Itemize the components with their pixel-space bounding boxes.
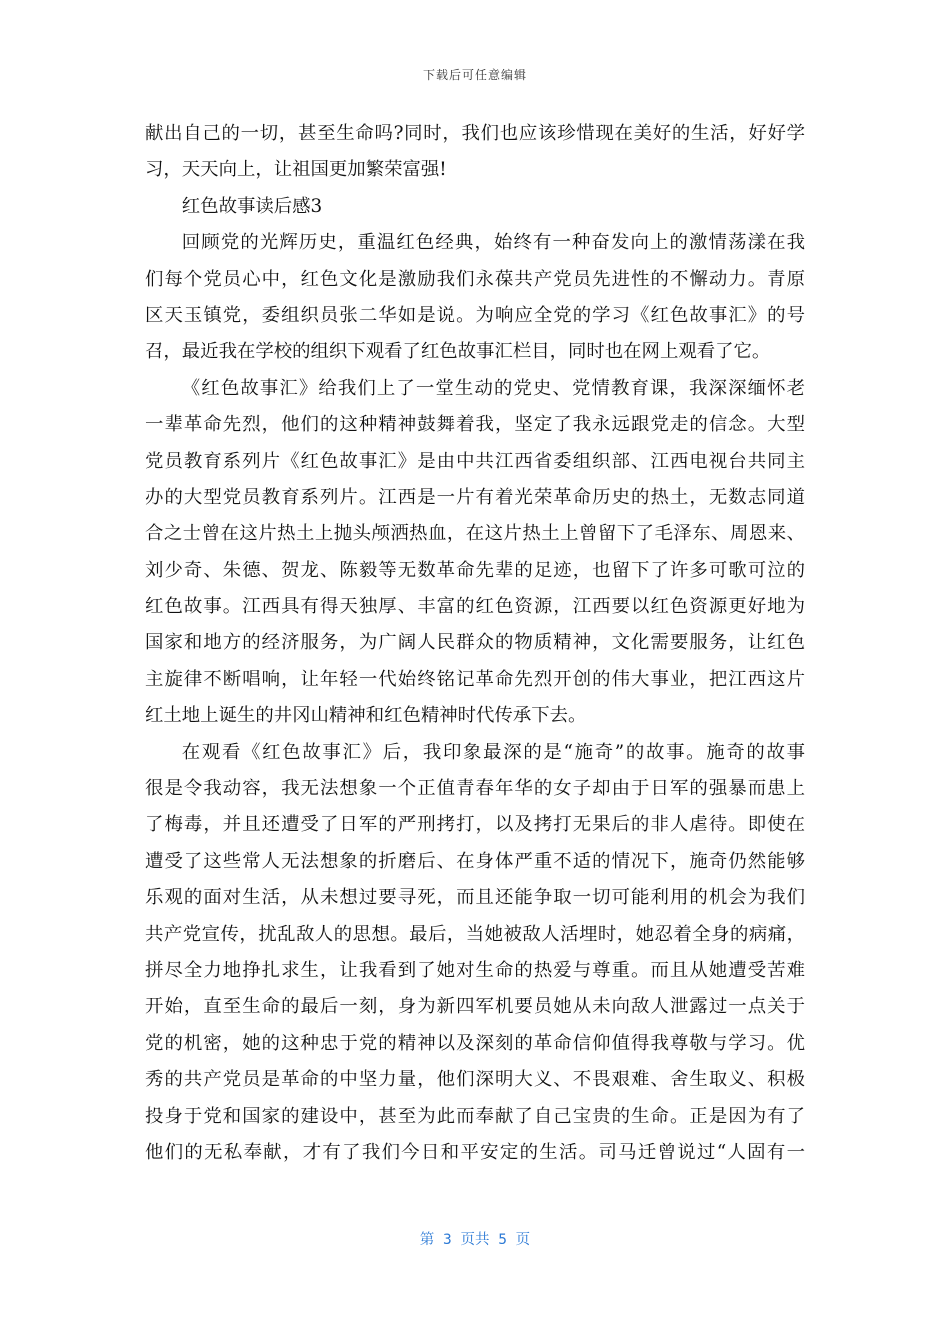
text-line: 在观看《红色故事汇》后，我印象最深的是“施奇”的故事。施奇的故事 (181, 741, 805, 763)
text-line: 主旋律不断唱响，让年轻一代始终铭记革命先烈开创的伟大事业，把江西这片 (145, 668, 805, 690)
text-line: 合之士曾在这片热土上抛头颅洒热血，在这片热土上曾留下了毛泽东、周恩来、 (145, 523, 805, 545)
text-line: 共产党宣传，扰乱敌人的思想。最后，当她被敌人活埋时，她忍着全身的病痛， (145, 923, 805, 945)
text-line: 国家和地方的经济服务，为广阔人民群众的物质精神，文化需要服务，让红色 (145, 632, 805, 654)
page-footer: 第 3 页共 5 页 (419, 1232, 531, 1248)
text-line: 秀的共产党员是革命的中坚力量，他们深明大义、不畏艰难、舍生取义、积极 (145, 1069, 805, 1091)
text-line: 《红色故事汇》给我们上了一堂生动的党史、党情教育课，我深深缅怀老 (181, 377, 805, 399)
text-line: 红色故事读后感3 (181, 195, 323, 217)
text-line: 一辈革命先烈，他们的这种精神鼓舞着我，坚定了我永远跟党走的信念。大型 (145, 414, 805, 436)
text-line: 习，天天向上，让祖国更加繁荣富强! (145, 159, 447, 181)
text-line: 区天玉镇党，委组织员张二华如是说。为响应全党的学习《红色故事汇》的号 (145, 304, 805, 326)
text-line: 们每个党员心中，红色文化是激励我们永葆共产党员先进性的不懈动力。青原 (145, 268, 805, 290)
text-line: 刘少奇、朱德、贺龙、陈毅等无数革命先辈的足迹，也留下了许多可歌可泣的 (145, 559, 805, 581)
text-line: 党员教育系列片《红色故事汇》是由中共江西省委组织部、江西电视台共同主 (145, 450, 805, 472)
text-line: 投身于党和国家的建设中，甚至为此而奉献了自己宝贵的生命。正是因为有了 (145, 1105, 805, 1127)
text-line: 献出自己的一切，甚至生命吗?同时，我们也应该珍惜现在美好的生活，好好学 (145, 123, 805, 144)
page-header: 下载后可任意编辑 (422, 68, 527, 82)
text-line: 拼尽全力地挣扎求生，让我看到了她对生命的热爱与尊重。而且从她遭受苦难 (145, 959, 805, 981)
text-line: 他们的无私奉献，才有了我们今日和平安定的生活。司马迁曾说过“人固有一 (145, 1141, 805, 1163)
text-line: 党的机密，她的这种忠于党的精神以及深刻的革命信仰值得我尊敬与学习。优 (145, 1032, 805, 1054)
text-line: 了梅毒，并且还遭受了日军的严刑拷打，以及拷打无果后的非人虐待。即使在 (145, 814, 805, 836)
text-line: 很是令我动容，我无法想象一个正值青春年华的女子却由于日军的强暴而患上 (145, 778, 805, 800)
text-line: 回顾党的光辉历史，重温红色经典，始终有一种奋发向上的激情荡漾在我 (181, 232, 805, 254)
document-body (145, 116, 805, 1171)
text-line: 遭受了这些常人无法想象的折磨后、在身体严重不适的情况下，施奇仍然能够 (145, 850, 805, 872)
text-line: 召，最近我在学校的组织下观看了红色故事汇栏目，同时也在网上观看了它。 (145, 341, 771, 363)
text-line: 开始，直至生命的最后一刻，身为新四军机要员她从未向敌人泄露过一点关于 (145, 996, 805, 1018)
text-line: 红土地上诞生的井冈山精神和红色精神时代传承下去。 (145, 705, 587, 727)
text-line: 红色故事。江西具有得天独厚、丰富的红色资源，江西要以红色资源更好地为 (145, 596, 805, 618)
text-line: 办的大型党员教育系列片。江西是一片有着光荣革命历史的热土，无数志同道 (145, 486, 805, 508)
text-line: 乐观的面对生活，从未想过要寻死，而且还能争取一切可能利用的机会为我们 (145, 887, 805, 909)
